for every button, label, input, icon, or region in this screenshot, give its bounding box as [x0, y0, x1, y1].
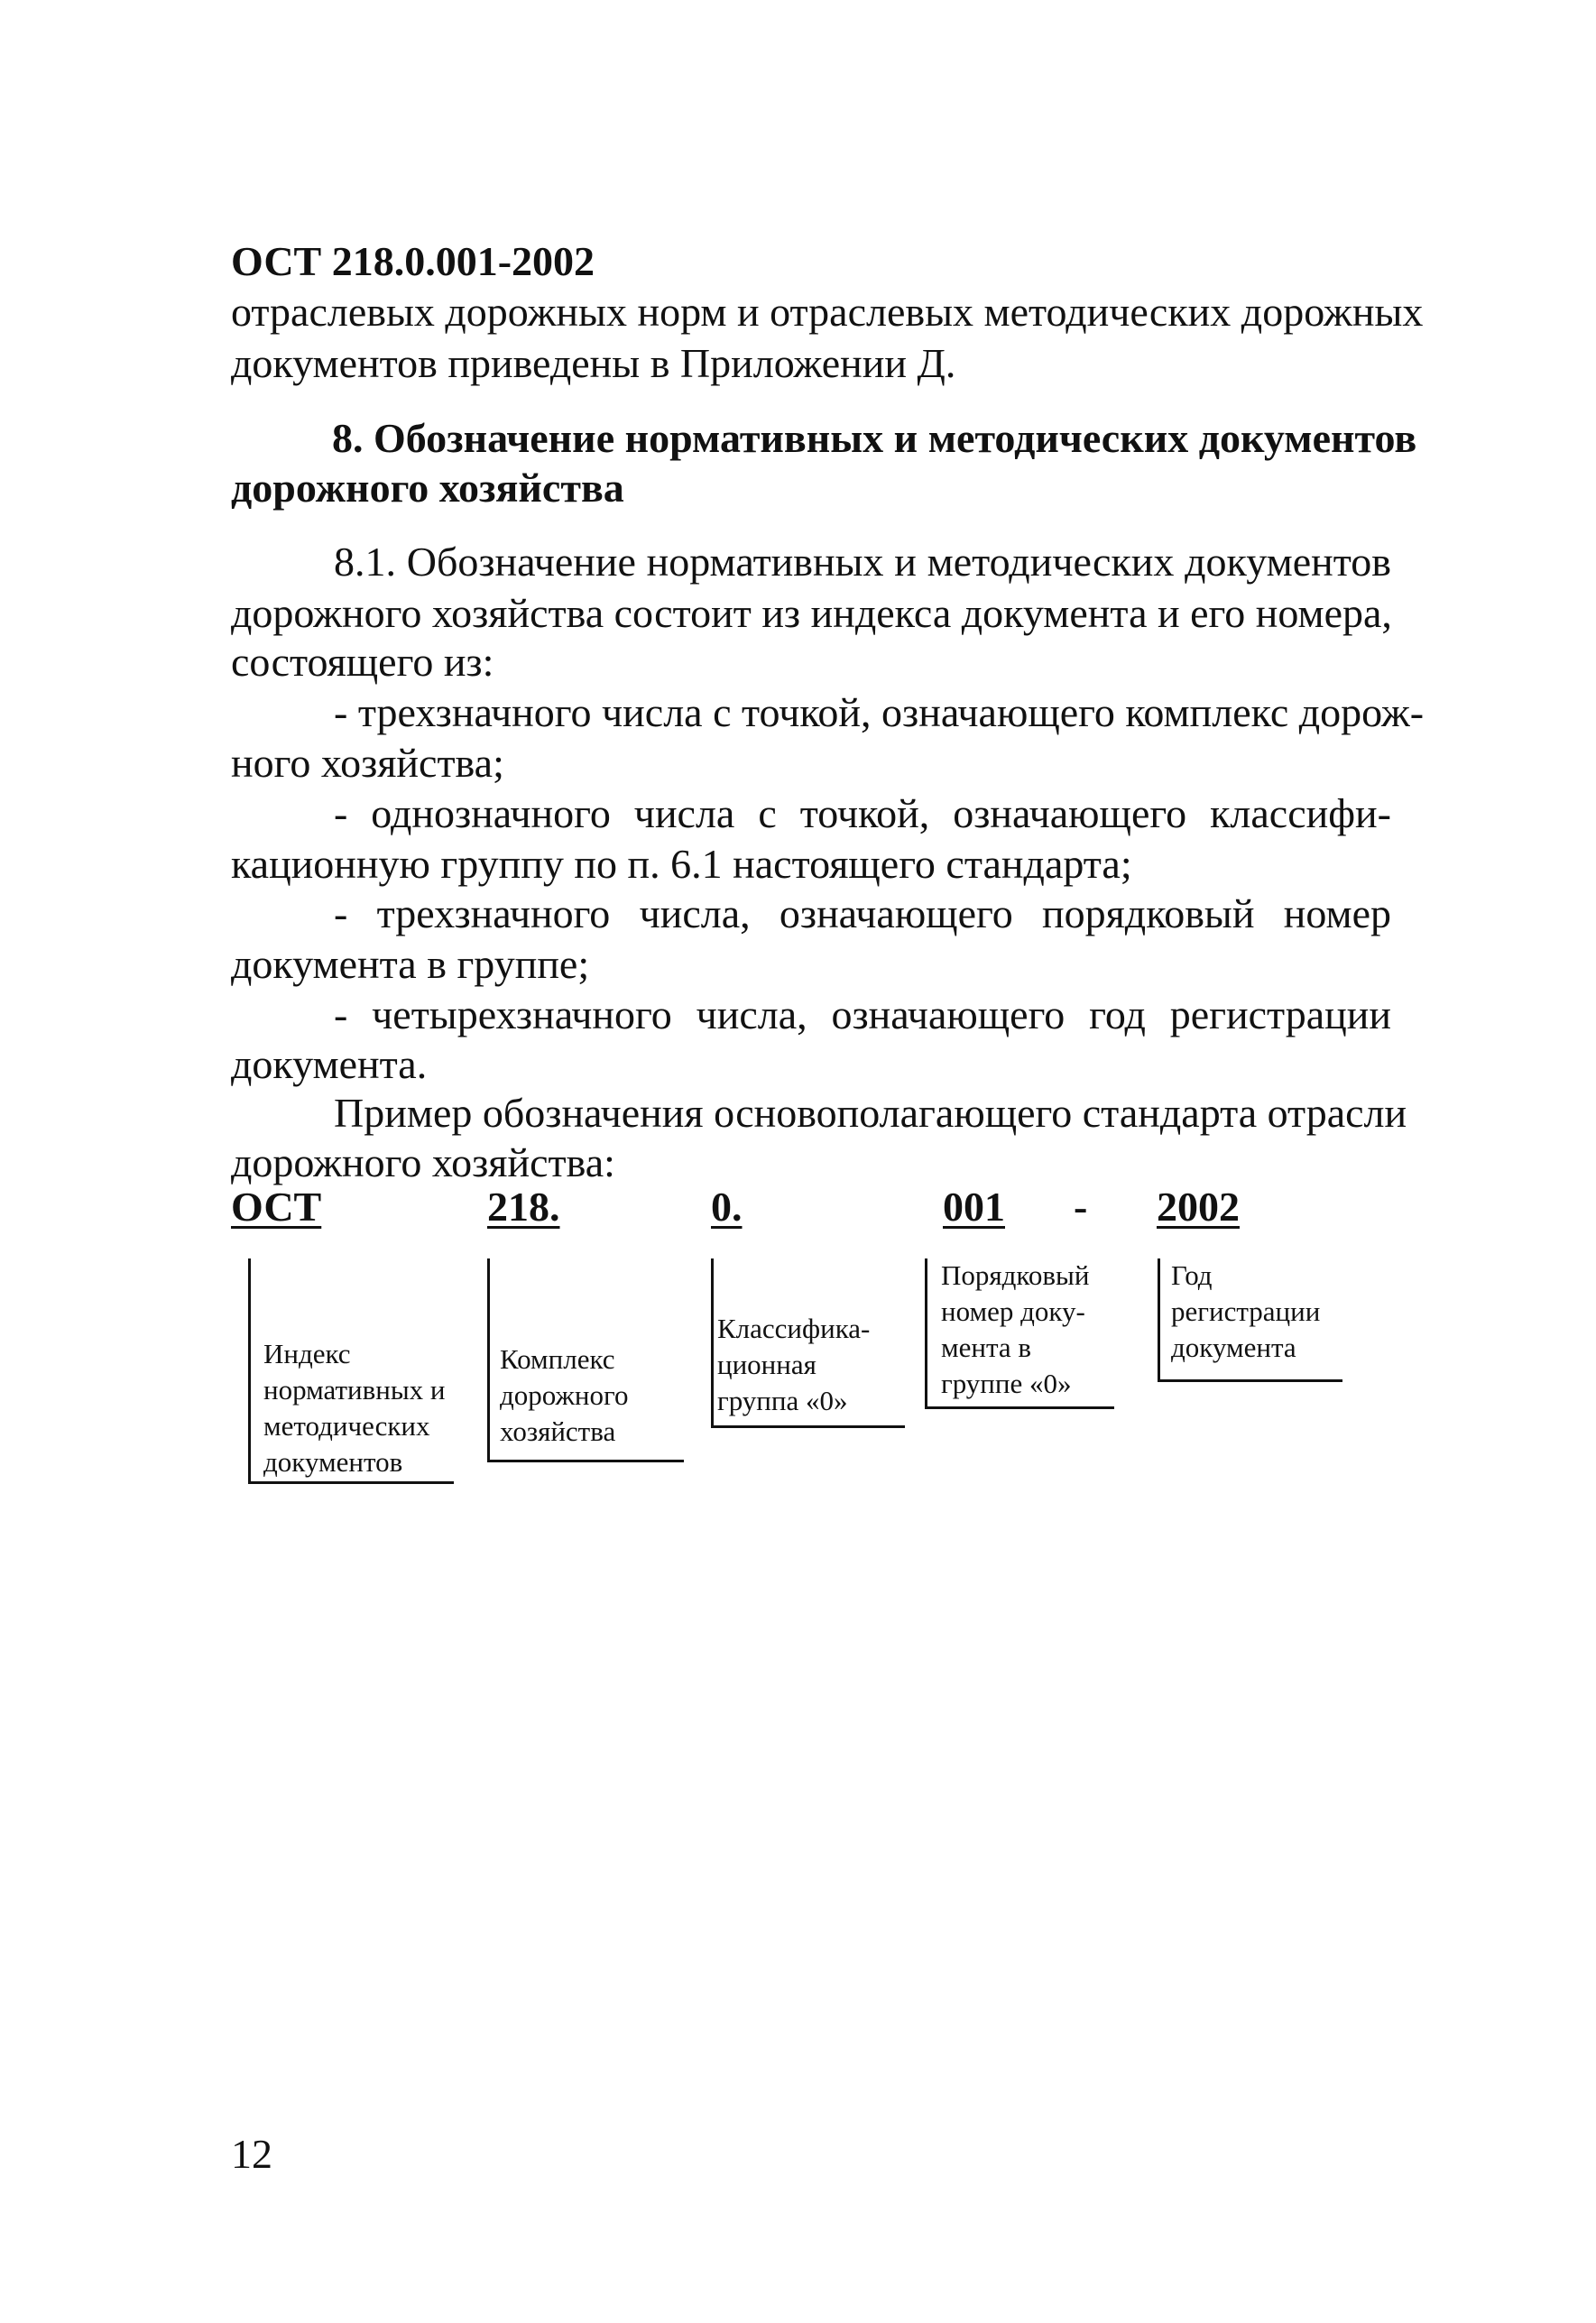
document-code-header: ОСТ 218.0.001-2002: [231, 238, 595, 284]
para-8-1-line-2: дорожного хозяйства состоит из индекса документа и его номера,: [231, 590, 1392, 636]
list-item-4-line-1: - четырехзначного числа, означающего год регистрации: [334, 991, 1391, 1037]
complex-label: Комплекс дорожного хозяйства: [500, 1343, 629, 1447]
example-line-1: Пример обозначения основополагающего стандарта отрасли: [334, 1090, 1407, 1136]
designation-year: 2002: [1157, 1184, 1240, 1230]
list-item-2-line-2: кационную группу по п. 6.1 настоящего стандарта;: [231, 841, 1132, 887]
list-item-4-line-2: документа.: [231, 1041, 428, 1087]
list-item-1-line-2: ного хозяйства;: [231, 740, 504, 786]
intro-line-2: документов приведены в Приложении Д.: [231, 340, 956, 386]
example-line-2: дорожного хозяйства:: [231, 1139, 615, 1185]
designation-number: 001: [943, 1184, 1005, 1230]
section-8-heading-line-2: дорожного хозяйства: [231, 465, 624, 511]
index-label: Индекс нормативных и методических документов: [263, 1338, 446, 1478]
designation-complex: 218.: [487, 1184, 560, 1230]
para-8-1-line-3: состоящего из:: [231, 639, 494, 685]
number-label: Порядковый номер доку- мента в группе «0»: [941, 1259, 1090, 1399]
list-item-1-line-1: - трехзначного числа с точкой, означающего комплекс дорож-: [334, 689, 1425, 735]
designation-index: ОСТ: [231, 1184, 322, 1230]
year-label: Год регистрации документа: [1171, 1259, 1321, 1363]
list-item-3-line-2: документа в группе;: [231, 941, 590, 987]
intro-line-1: отраслевых дорожных норм и отраслевых методических дорожных: [231, 289, 1424, 335]
page-number: 12: [231, 2131, 272, 2177]
designation-dash: -: [1074, 1184, 1088, 1230]
list-item-3-line-1: - трехзначного числа, означающего порядковый номер: [334, 890, 1391, 936]
section-8-heading-line-1: 8. Обозначение нормативных и методических документов: [332, 415, 1417, 461]
group-label: Классифика- ционная группа «0»: [717, 1313, 871, 1416]
para-8-1-line-1: 8.1. Обозначение нормативных и методических документов: [334, 539, 1391, 585]
list-item-2-line-1: - однозначного числа с точкой, означающего классифи-: [334, 790, 1391, 836]
designation-group: 0.: [711, 1184, 743, 1230]
